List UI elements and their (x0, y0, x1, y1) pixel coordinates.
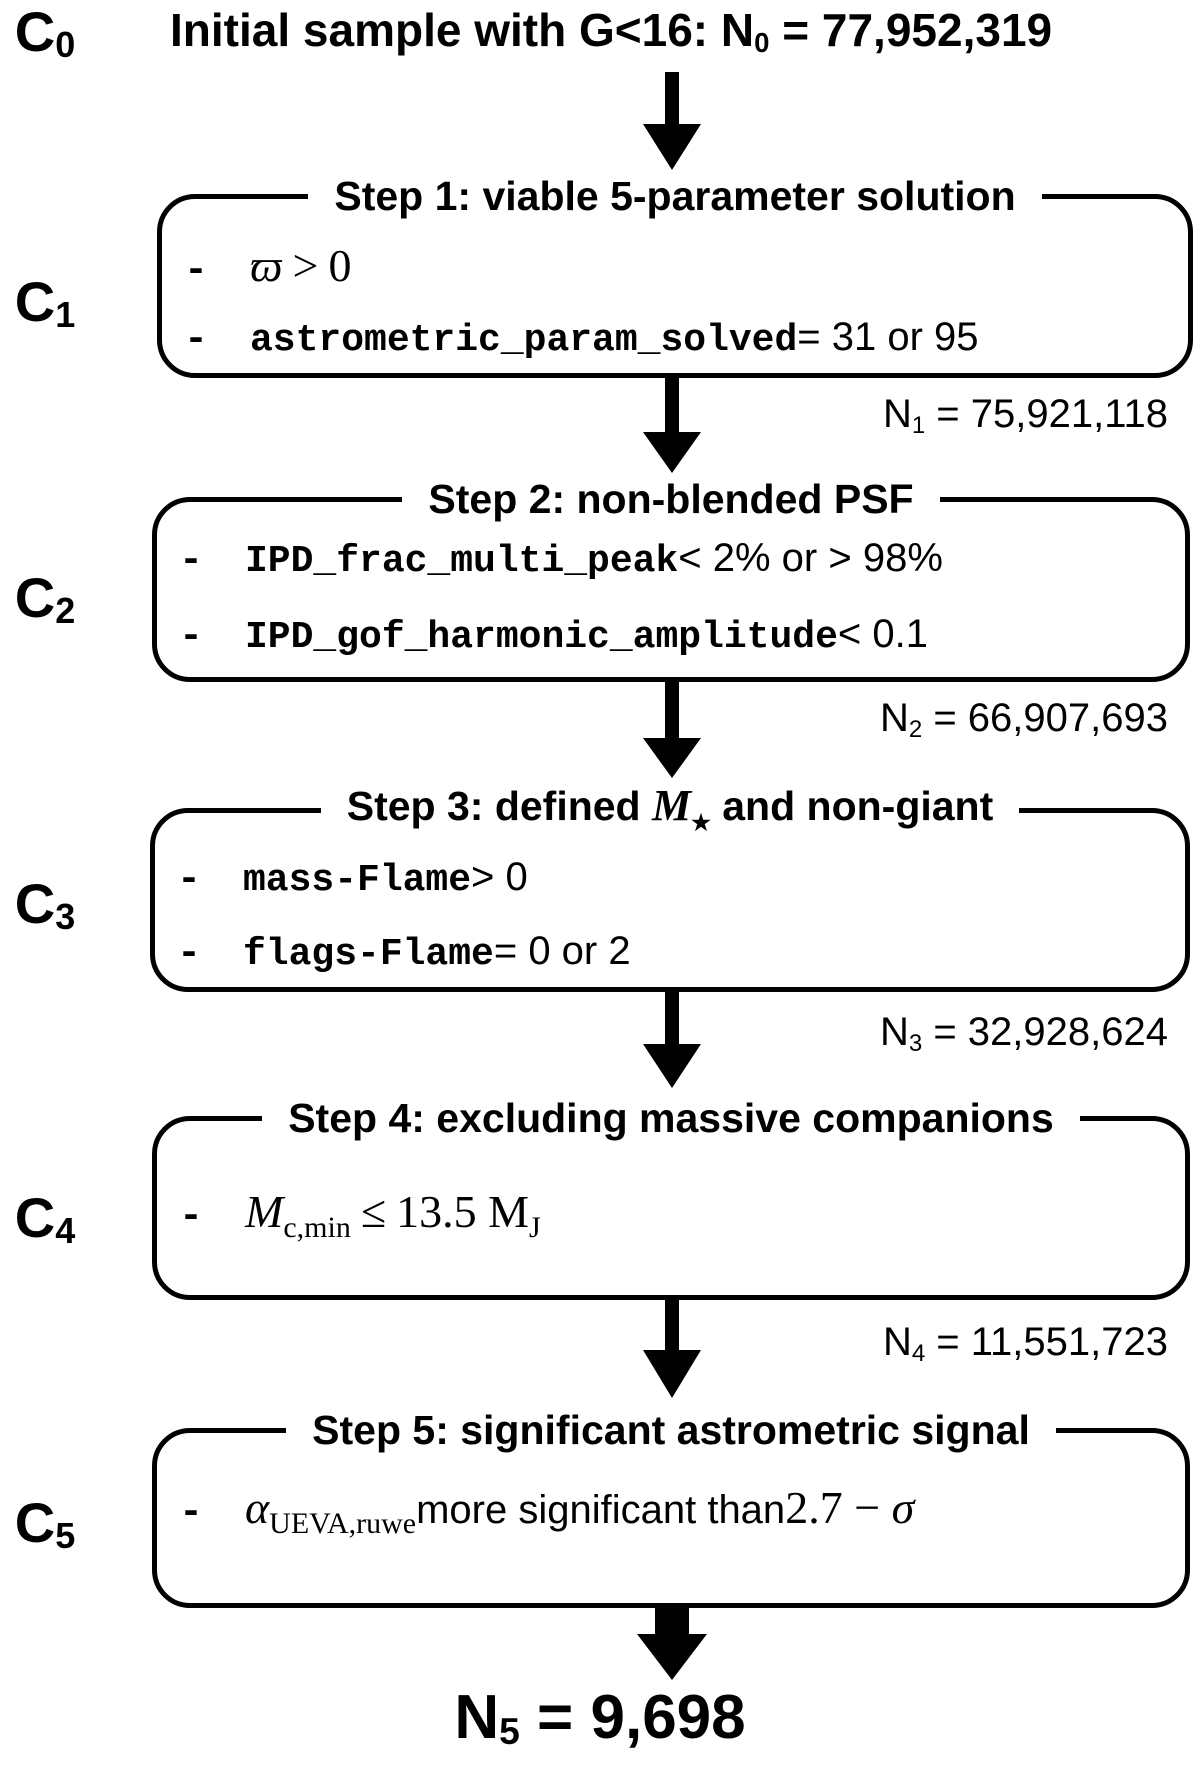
step-3-title: Step 3: defined $M_★$ and non-giant (155, 783, 1185, 846)
step-2-criterion-2: - IPD_gof_harmonic_amplitude < 0.1 (179, 612, 928, 660)
step-5-title: Step 5: significant astrometric signal (157, 1407, 1185, 1453)
arrow-step2-step3 (643, 682, 701, 778)
c-label-2: $C_2$ (14, 566, 76, 631)
c-label-5: $C_5$ (14, 1491, 76, 1556)
step-4-criterion-1: - $M_{c,min} \le 13.5$ $M_J$ (179, 1186, 541, 1245)
c-label-0: $C_0$ (14, 0, 76, 65)
step-1-criterion-2: - astrometric_param_solved = 31 or 95 (184, 315, 979, 363)
step-2-title: Step 2: non-blended PSF (157, 476, 1185, 522)
arrow-c0-step1 (643, 72, 701, 170)
arrow-step1-step2 (643, 378, 701, 473)
step-3-criterion-1: - mass-Flame > 0 (177, 855, 528, 903)
count-n4: $N_4 = 11,551,723$ (882, 1320, 1168, 1367)
step-3-box (150, 781, 1190, 992)
step-1-criterion-1: - ϖ > 0 (184, 240, 352, 294)
step-2-box (152, 476, 1190, 682)
step-2-criterion-1: - IPD_frac_multi_peak < 2% or > 98% (179, 536, 943, 584)
arrow-step5-final (637, 1608, 707, 1680)
step-1-title: Step 1: viable 5-parameter solution (162, 173, 1188, 219)
step-4-box (152, 1095, 1190, 1300)
count-n3: $N_3 = 32,928,624$ (879, 1010, 1168, 1057)
final-count: $N_5 = 9,698$ (454, 1683, 746, 1752)
count-n1: $N_1 = 75,921,118$ (882, 392, 1168, 439)
c-label-1: $C_1$ (14, 270, 76, 335)
arrow-step4-step5 (643, 1300, 701, 1398)
step-1-box (157, 173, 1193, 378)
initial-sample-header: Initial sample with G<16: $N_0 = 77,952,319$ (170, 4, 1053, 58)
c-label-4: $C_4$ (14, 1186, 76, 1251)
step-5-criterion-1: - $\alpha_{UEVA,ruwe}$ more significant than 2.7 − σ (179, 1482, 915, 1541)
count-n2: $N_2 = 66,907,693$ (879, 696, 1168, 743)
step-4-title: Step 4: excluding massive companions (157, 1095, 1185, 1141)
step-3-criterion-2: - flags-Flame = 0 or 2 (177, 929, 631, 977)
c-label-3: $C_3$ (14, 872, 76, 937)
arrow-step3-step4 (643, 992, 701, 1088)
step-5-box (152, 1407, 1190, 1608)
